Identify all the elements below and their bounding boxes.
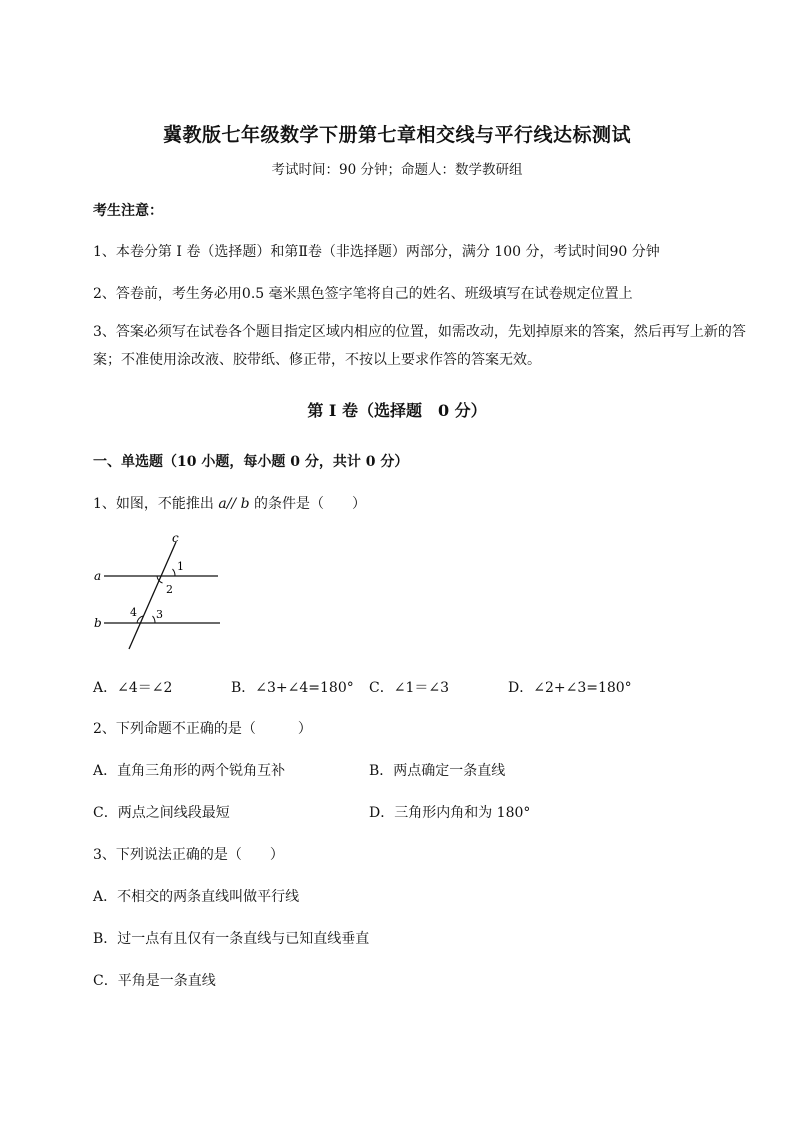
question-3-stem: 3、下列说法正确的是（ ） <box>93 847 284 863</box>
question-3-option-a: A．不相交的两条直线叫做平行线 <box>93 889 300 905</box>
question-1-math: a// b <box>218 496 250 512</box>
question-1-suffix: 的条件是（ ） <box>249 496 367 512</box>
question-1-option-d: D．∠2+∠3=180° <box>508 680 632 696</box>
section-title: 第 I 卷（选择题 0 分） <box>307 401 487 420</box>
exam-info: 考试时间：90 分钟；命题人：数学教研组 <box>271 162 523 178</box>
angle-3-arc <box>153 616 156 623</box>
question-2-option-c: C．两点之间线段最短 <box>93 805 230 821</box>
notice-item-2: 2、答卷前，考生务必用0.5 毫米黑色签字笔将自己的姓名、班级填写在试卷规定位置上 <box>93 286 633 302</box>
question-2-stem: 2、下列命题不正确的是（ ） <box>93 721 312 737</box>
question-2-option-a: A．直角三角形的两个锐角互补 <box>93 763 286 779</box>
question-3-option-c: C．平角是一条直线 <box>93 973 216 989</box>
question-1-option-b: B．∠3+∠4=180° <box>231 680 354 696</box>
label-c: c <box>172 531 179 545</box>
angle-1-arc <box>173 569 176 576</box>
question-1-option-c: C．∠1＝∠3 <box>369 680 449 696</box>
page-title: 冀教版七年级数学下册第七章相交线与平行线达标测试 <box>162 124 631 146</box>
question-3-option-b: B．过一点有且仅有一条直线与已知直线垂直 <box>93 931 370 947</box>
question-1-stem <box>93 493 366 513</box>
label-angle-2: 2 <box>166 583 173 596</box>
label-angle-1: 1 <box>177 560 184 573</box>
part-title: 一、单选题（10 小题，每小题 0 分，共计 0 分） <box>93 454 409 470</box>
question-2-option-b: B．两点确定一条直线 <box>369 763 506 779</box>
question-2-option-d: D．三角形内角和为 180° <box>369 805 531 821</box>
label-angle-3: 3 <box>156 608 163 621</box>
notice-heading: 考生注意： <box>93 203 163 219</box>
label-angle-4: 4 <box>130 606 137 619</box>
question-1-option-a: A．∠4＝∠2 <box>93 680 173 696</box>
notice-item-1: 1、本卷分第 I 卷（选择题）和第Ⅱ卷（非选择题）两部分，满分 100 分，考试时间90 分钟 <box>93 244 660 260</box>
parallel-lines-figure <box>88 528 228 658</box>
label-b: b <box>94 616 102 630</box>
question-1-prefix: 1、如图，不能推出 <box>93 496 219 512</box>
label-a: a <box>94 569 102 583</box>
notice-item-3: 3、答案必须写在试卷各个题目指定区域内相应的位置，如需改动，先划掉原来的答案，然后再写上新的答案；不准使用涂改液、胶带纸、修正带，不按以上要求作答的答案无效。 <box>93 324 746 368</box>
